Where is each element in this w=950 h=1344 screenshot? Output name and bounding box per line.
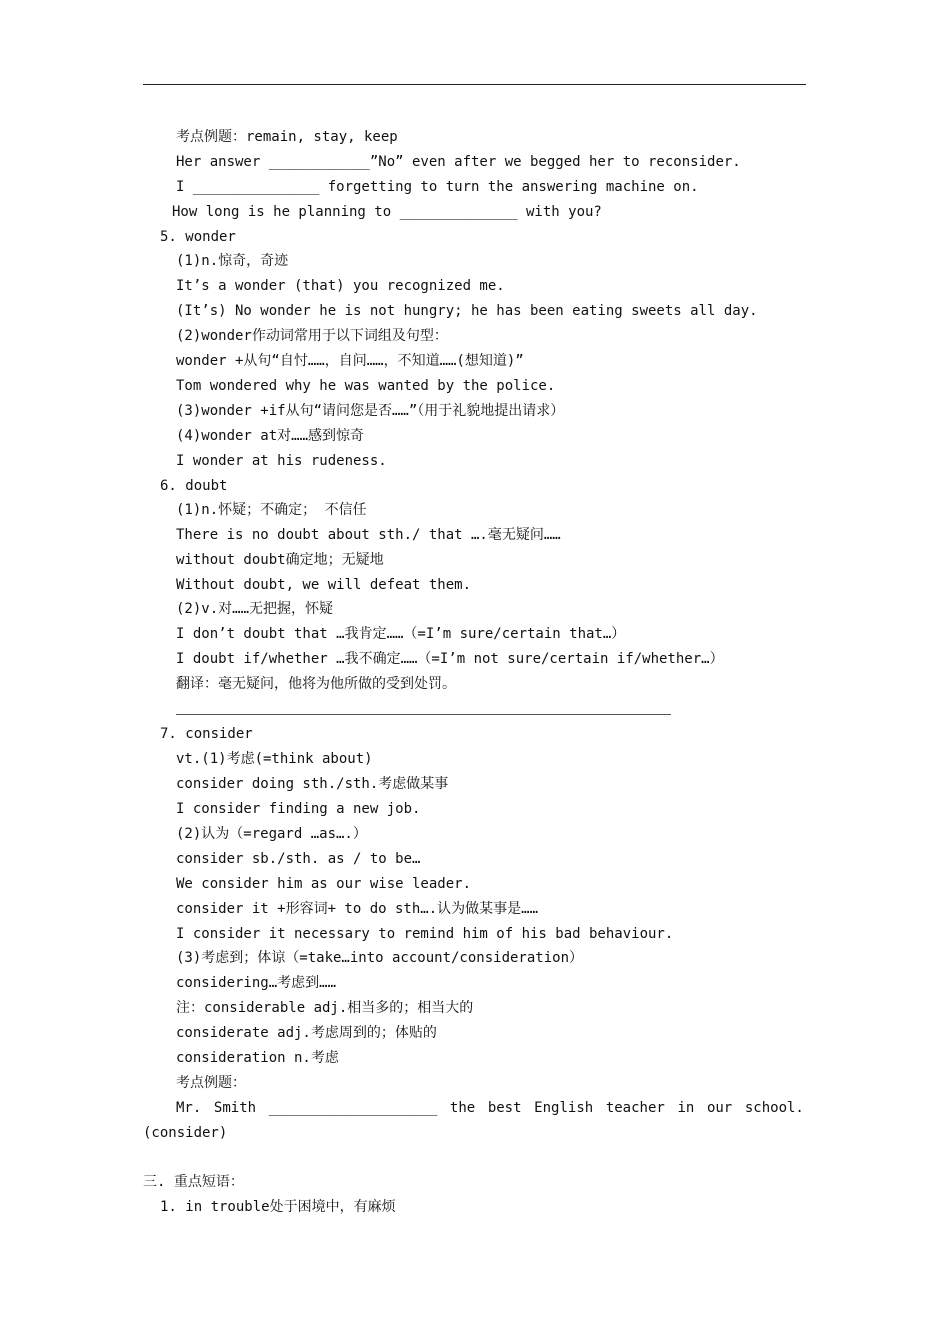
- word: Mr.: [176, 1100, 202, 1116]
- text-line: (2)wonder作动词常用于以下词组及句型：: [176, 328, 448, 344]
- text-line: consider sb./sth. as / to be…: [176, 851, 421, 867]
- word: our: [706, 1100, 733, 1116]
- text-line: (3)wonder +if从句“请问您是否……”（用于礼貌地提出请求）: [176, 403, 565, 419]
- exercise-line: I _______________ forgetting to turn the answering machine on.: [176, 179, 699, 195]
- word: best: [487, 1100, 522, 1116]
- exam-example-heading: 考点例题：remain, stay, keep: [176, 129, 398, 145]
- text-line: consideration n.考虑: [176, 1050, 339, 1066]
- text-line: I doubt if/whether …我不确定……（=I’m not sure/certain if/whether…）: [176, 651, 724, 667]
- exam-example-heading: 考点例题：: [176, 1075, 246, 1091]
- text-line: wonder +从句“自忖……，自问……，不知道……(想知道)”: [176, 353, 524, 369]
- text-line: consider it +形容词+ to do sth….认为做某事是……: [176, 901, 539, 917]
- text-line: (3)考虑到；体谅（=take…into account/consideration）: [176, 950, 584, 966]
- section-heading-doubt: 6. doubt: [160, 478, 228, 494]
- text-line: considerate adj.考虑周到的；体贴的: [176, 1025, 437, 1041]
- text-line: I don’t doubt that …我肯定……（=I’m sure/certain that…）: [176, 626, 626, 642]
- text-line: consider doing sth./sth.考虑做某事: [176, 776, 449, 792]
- word: school.: [744, 1100, 804, 1116]
- text-line: I wonder at his rudeness.: [176, 453, 387, 469]
- text-line: considering…考虑到……: [176, 975, 337, 991]
- text-line: I consider it necessary to remind him of his bad behaviour.: [176, 926, 674, 942]
- hint-line: (consider): [143, 1125, 228, 1141]
- section-heading-wonder: 5. wonder: [160, 229, 236, 245]
- section-heading-key-phrases: 三. 重点短语：: [143, 1174, 244, 1190]
- section-heading-consider: 7. consider: [160, 726, 253, 742]
- text-line: without doubt确定地；无疑地: [176, 552, 384, 568]
- word: English: [534, 1100, 594, 1116]
- text-line: (2)认为（=regard …as….）: [176, 826, 367, 842]
- text-line: (It’s) No wonder he is not hungry; he has been eating sweets all day.: [176, 303, 758, 319]
- text-line: It’s a wonder (that) you recognized me.: [176, 278, 505, 294]
- text-line: (2)v.对……无把握，怀疑: [176, 601, 334, 617]
- text-line: (1)n.怀疑；不确定； 不信任: [176, 502, 367, 518]
- word: teacher: [605, 1100, 665, 1116]
- exercise-line-justified: [176, 1099, 804, 1117]
- text-line: (1)n.惊奇，奇迹: [176, 253, 289, 269]
- phrase-item: 1. in trouble处于困境中，有麻烦: [160, 1199, 396, 1215]
- text-line: Without doubt, we will defeat them.: [176, 577, 472, 593]
- translation-prompt: 翻译：毫无疑问，他将为他所做的受到处罚。: [176, 676, 456, 692]
- text-line: I consider finding a new job.: [176, 801, 421, 817]
- answer-blank: ____________________: [268, 1100, 438, 1116]
- exercise-line: Her answer ____________”No” even after we begged her to reconsider.: [176, 154, 741, 170]
- answer-blank-line: [176, 714, 671, 715]
- note-line: 注：considerable adj.相当多的；相当大的: [176, 1000, 474, 1016]
- exercise-line: How long is he planning to ______________ with you?: [172, 204, 602, 220]
- text-line: We consider him as our wise leader.: [176, 876, 472, 892]
- word: Smith: [213, 1100, 257, 1116]
- word: the: [449, 1100, 476, 1116]
- text-line: (4)wonder at对……感到惊奇: [176, 428, 365, 444]
- text-line: vt.(1)考虑(=think about): [176, 751, 373, 767]
- text-line: There is no doubt about sth./ that ….毫无疑问……: [176, 527, 561, 543]
- header-rule: [143, 84, 806, 85]
- word: in: [677, 1100, 695, 1116]
- text-line: Tom wondered why he was wanted by the police.: [176, 378, 556, 394]
